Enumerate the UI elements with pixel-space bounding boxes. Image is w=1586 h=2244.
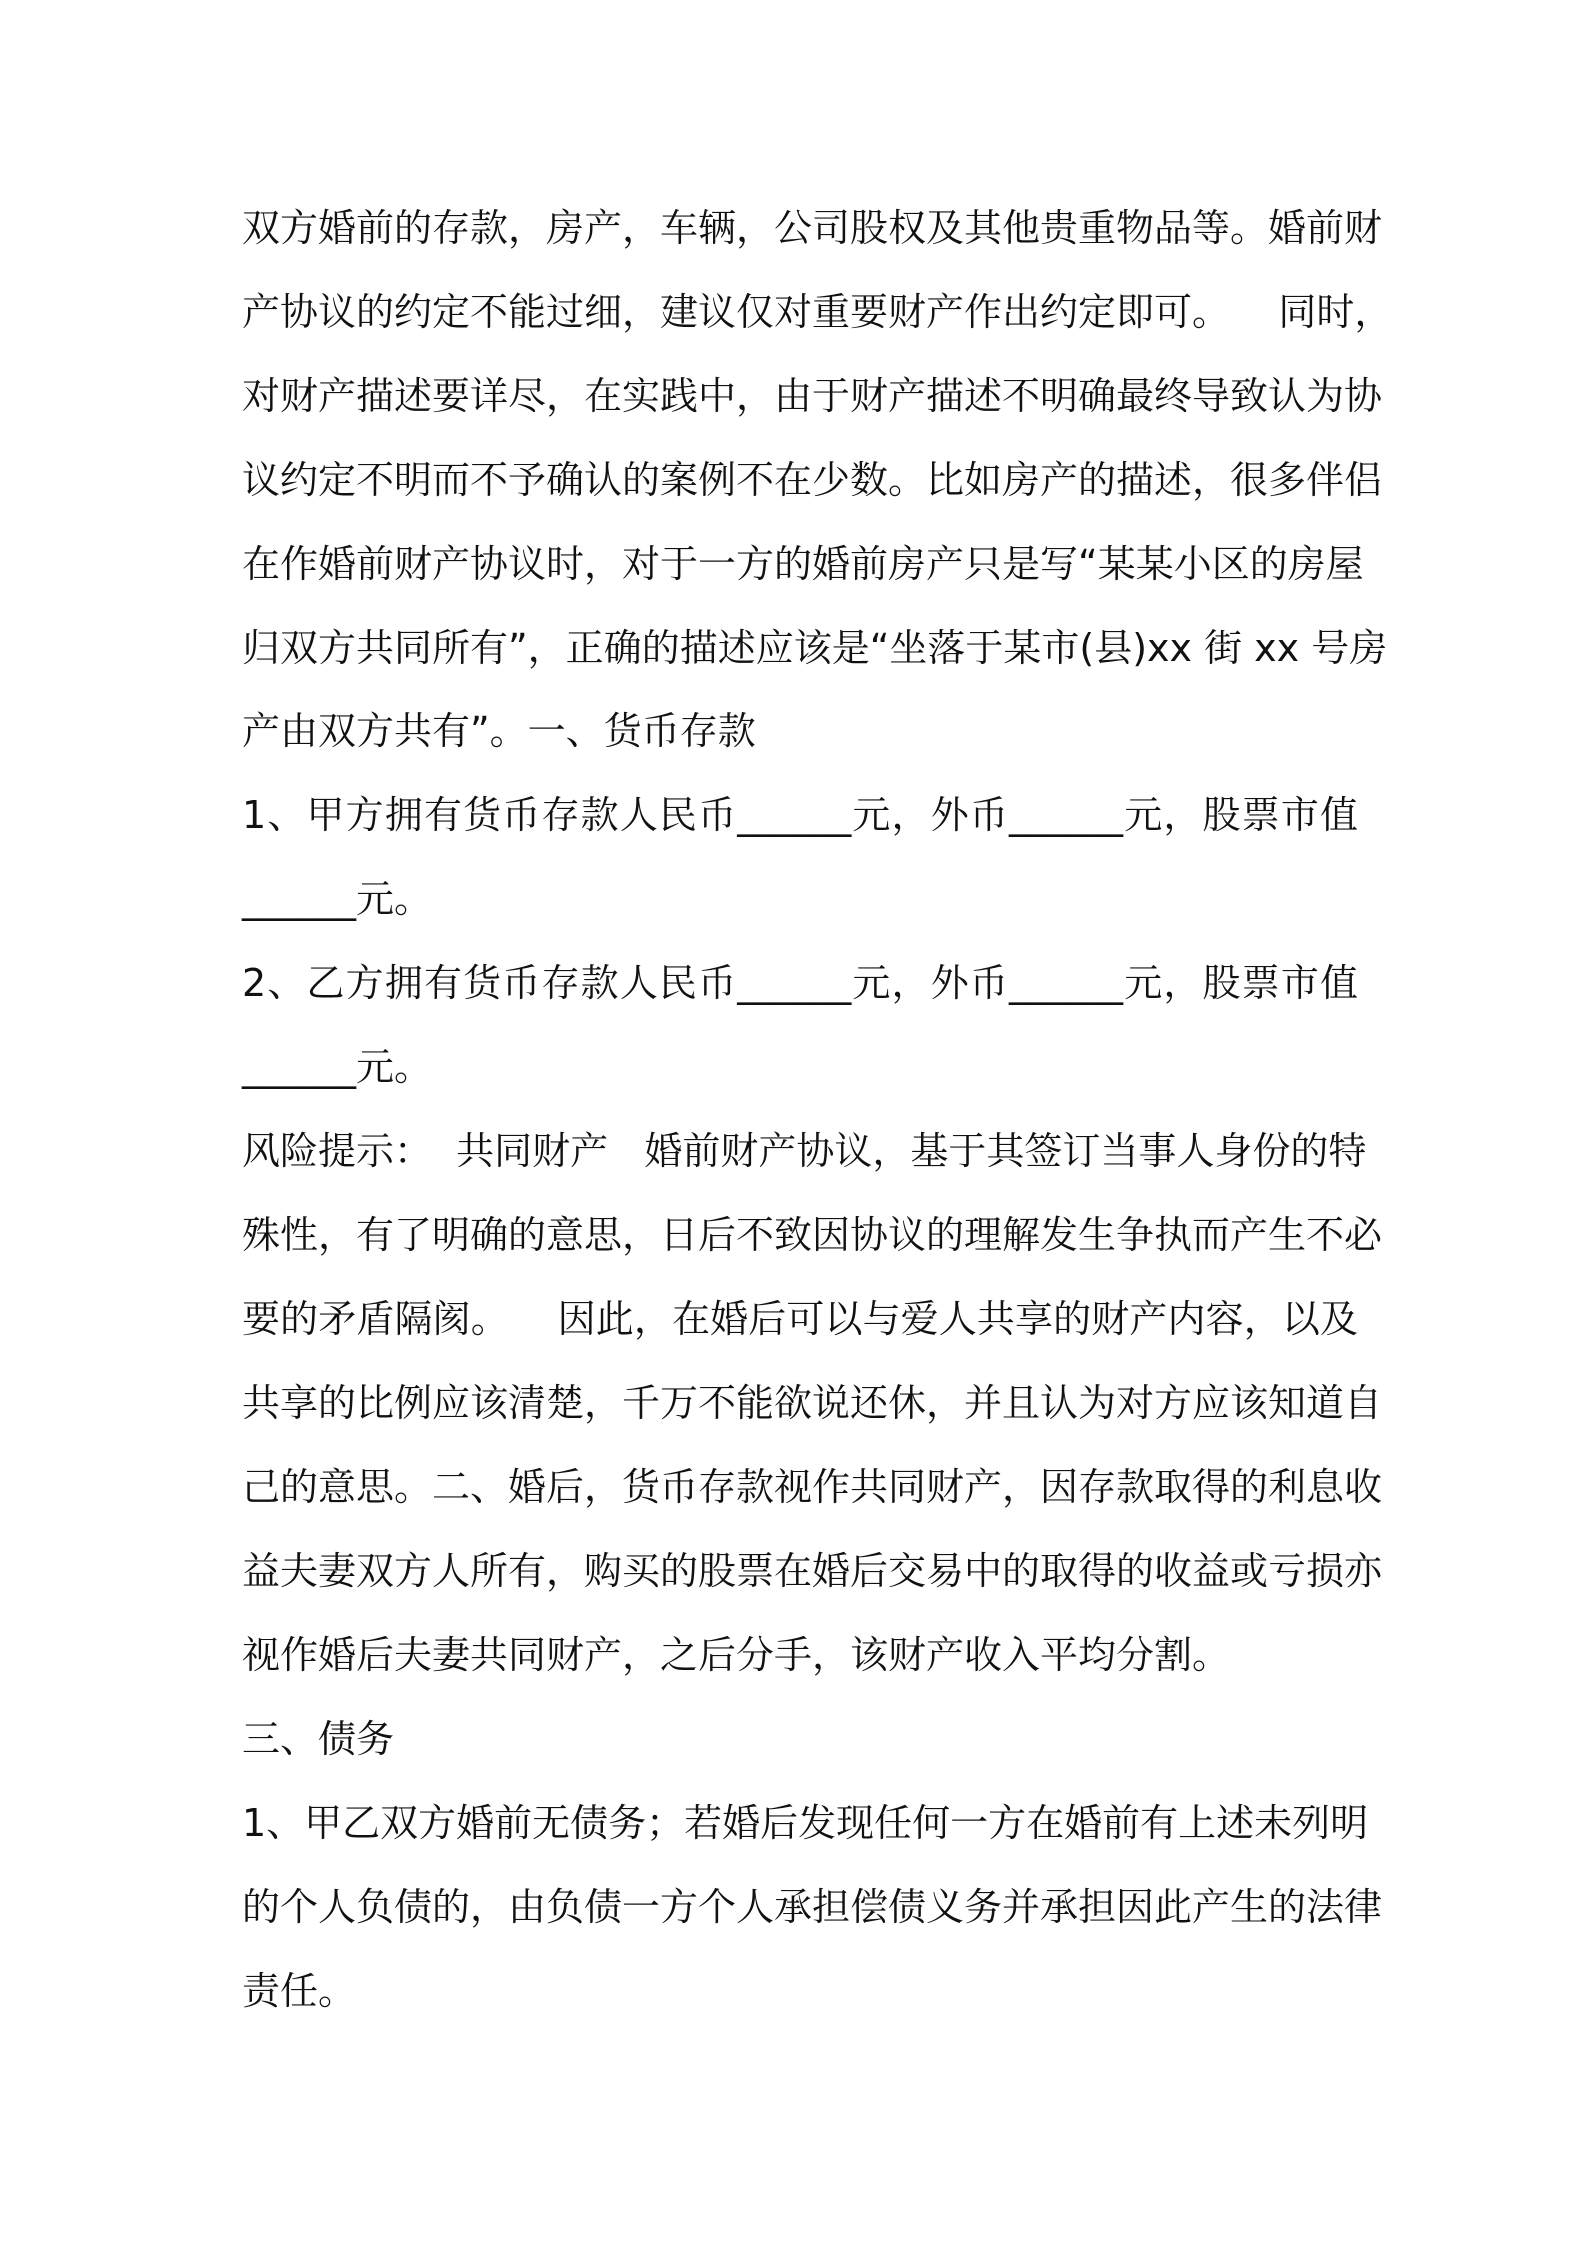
paragraph-line: 对财产描述要详尽，在实践中，由于财产描述不明确最终导致认为协	[242, 374, 1383, 418]
paragraph-line: 的个人负债的，由负债一方个人承担偿债义务并承担因此产生的法律	[242, 1885, 1383, 1929]
paragraph-line: 要的矛盾隔阂。 因此，在婚后可以与爱人共享的财产内容，以及	[242, 1297, 1358, 1341]
paragraph-line: 双方婚前的存款，房产，车辆，公司股权及其他贵重物品等。婚前财	[242, 206, 1383, 250]
paragraph-line: 殊性，有了明确的意思，日后不致因协议的理解发生争执而产生不必	[242, 1213, 1383, 1257]
paragraph-line: ______元。	[242, 877, 433, 921]
paragraph-line: 产由双方共有”。一、货币存款	[242, 709, 756, 753]
paragraph-line: 在作婚前财产协议时，对于一方的婚前房产只是写“某某小区的房屋	[242, 542, 1364, 586]
paragraph-line: 己的意思。二、婚后，货币存款视作共同财产，因存款取得的利息收	[242, 1465, 1383, 1509]
paragraph-line: 归双方共同所有”，正确的描述应该是“坐落于某市(县)xx 街 xx 号房	[242, 626, 1388, 670]
section-heading: 三、债务	[242, 1717, 395, 1761]
paragraph-line: 议约定不明而不予确认的案例不在少数。比如房产的描述，很多伴侣	[242, 458, 1383, 502]
paragraph-line: 产协议的约定不能过细，建议仅对重要财产作出约定即可。 同时，	[242, 290, 1393, 334]
paragraph-line: 共享的比例应该清楚，千万不能欲说还休，并且认为对方应该知道自	[242, 1381, 1383, 1425]
paragraph-line: 视作婚后夫妻共同财产，之后分手，该财产收入平均分割。	[242, 1633, 1231, 1677]
paragraph-line: 1、甲乙双方婚前无债务；若婚后发现任何一方在婚前有上述未列明	[242, 1801, 1369, 1845]
paragraph-line: 益夫妻双方人所有，购买的股票在婚后交易中的取得的收益或亏损亦	[242, 1549, 1383, 1593]
paragraph-line: 1、甲方拥有货币存款人民币______元，外币______元，股票市值	[242, 793, 1358, 837]
paragraph-line: 2、乙方拥有货币存款人民币______元，外币______元，股票市值	[242, 961, 1358, 1005]
paragraph-line: ______元。	[242, 1045, 433, 1089]
paragraph-line: 风险提示： 共同财产 婚前财产协议，基于其签订当事人身份的特	[242, 1129, 1367, 1173]
paragraph-line: 责任。	[242, 1969, 357, 2013]
